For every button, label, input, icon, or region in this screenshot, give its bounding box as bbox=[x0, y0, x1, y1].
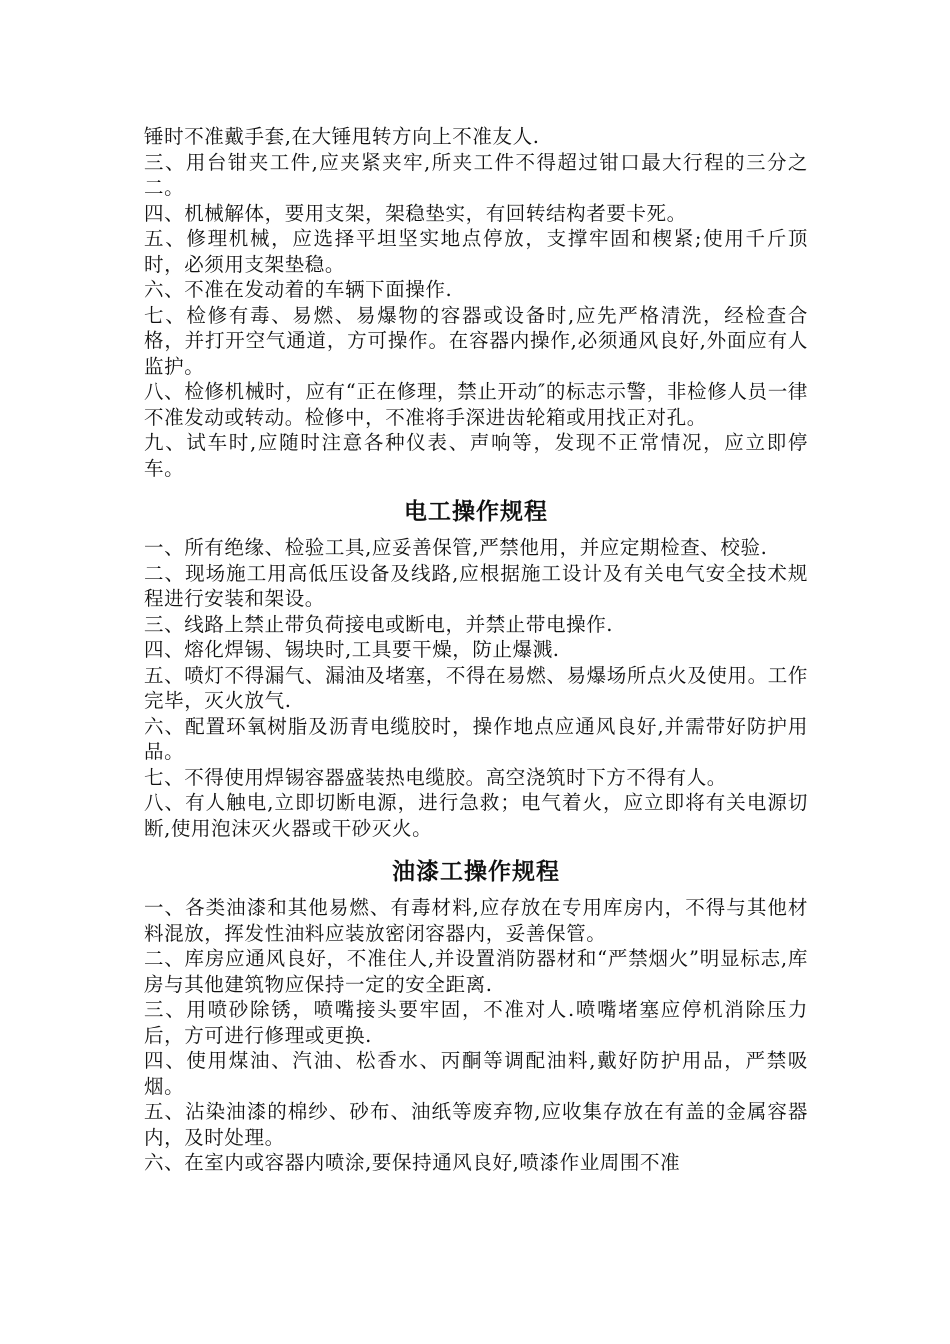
paragraph: 七、检修有毒、易燃、易爆物的容器或设备时,应先严格清洗，经检查合格，并打开空气通道，方可操作。在容器内操作,必须通风良好,外面应有人监护。 bbox=[144, 303, 808, 378]
paragraph: 六、在室内或容器内喷涂,要保持通风良好,喷漆作业周围不准 bbox=[144, 1151, 681, 1174]
section-electrician bbox=[144, 493, 808, 841]
paragraph: 九、试车时,应随时注意各种仪表、声响等，发现不正常情况，应立即停车。 bbox=[144, 431, 808, 480]
paragraph: 四、熔化焊锡、锡块时,工具要干燥，防止爆溅. bbox=[144, 638, 560, 661]
paragraph: 七、不得使用焊锡容器盛装热电缆胶。高空浇筑时下方不得有人。 bbox=[144, 765, 727, 789]
paragraph: 四、机械解体，要用支架，架稳垫实，有回转结构者要卡死。 bbox=[144, 201, 687, 225]
paragraph: 八、有人触电,立即切断电源，进行急救；电气着火，应立即将有关电源切断,使用泡沫灭火器或干砂灭火。 bbox=[144, 791, 808, 840]
paragraph: 八、检修机械时，应有“正在修理，禁止开动″的标志示警，非检修人员一律不准发动或转动。检修中，不准将手深进齿轮箱或用找正对孔。 bbox=[144, 380, 808, 429]
paragraph: 一、各类油漆和其他易燃、有毒材料,应存放在专用库房内，不得与其他材料混放，挥发性油料应装放密闭容器内，妥善保管。 bbox=[144, 896, 808, 945]
paragraph: 五、沾染油漆的棉纱、砂布、油纸等废弃物,应收集存放在有盖的金属容器内，及时处理。 bbox=[144, 1100, 808, 1149]
section-mechanical-continued bbox=[144, 124, 808, 481]
paragraph: 锤时不准戴手套,在大锤甩转方向上不准友人. bbox=[144, 125, 540, 148]
paragraph: 一、所有绝缘、检验工具,应妥善保管,严禁他用，并应定期检查、校验. bbox=[144, 536, 768, 559]
paragraph: 五、修理机械，应选择平坦坚实地点停放，支撑牢固和楔紧;使用千斤顶时，必须用支架垫稳。 bbox=[144, 227, 808, 276]
section-painter bbox=[144, 853, 808, 1176]
document-page bbox=[144, 124, 808, 1176]
section-heading: 电工操作规程 bbox=[404, 499, 548, 525]
paragraph: 四、使用煤油、汽油、松香水、丙酮等调配油料,戴好防护用品，严禁吸烟。 bbox=[144, 1049, 808, 1098]
paragraph: 六、不准在发动着的车辆下面操作. bbox=[144, 278, 453, 301]
paragraph: 三、用台钳夹工件,应夹紧夹牢,所夹工件不得超过钳口最大行程的三分之二。 bbox=[144, 150, 808, 199]
paragraph: 二、现场施工用高低压设备及线路,应根据施工设计及有关电气安全技术规程进行安装和架设。 bbox=[144, 561, 808, 610]
paragraph: 二、库房应通风良好，不准住人,并设置消防器材和“严禁烟火”明显标志,库房与其他建筑物应保持一定的安全距离. bbox=[144, 947, 808, 996]
paragraph: 五、喷灯不得漏气、漏油及堵塞，不得在易燃、易爆场所点火及使用。工作完毕，灭火放气. bbox=[144, 663, 808, 712]
paragraph: 三、用喷砂除锈，喷嘴接头要牢固，不准对人.喷嘴堵塞应停机消除压力后，方可进行修理或更换. bbox=[144, 998, 808, 1047]
paragraph: 六、配置环氧树脂及沥青电缆胶时，操作地点应通风良好,并需带好防护用品。 bbox=[144, 714, 808, 763]
paragraph: 三、线路上禁止带负荷接电或断电，并禁止带电操作. bbox=[144, 612, 614, 636]
section-heading: 油漆工操作规程 bbox=[392, 859, 560, 885]
